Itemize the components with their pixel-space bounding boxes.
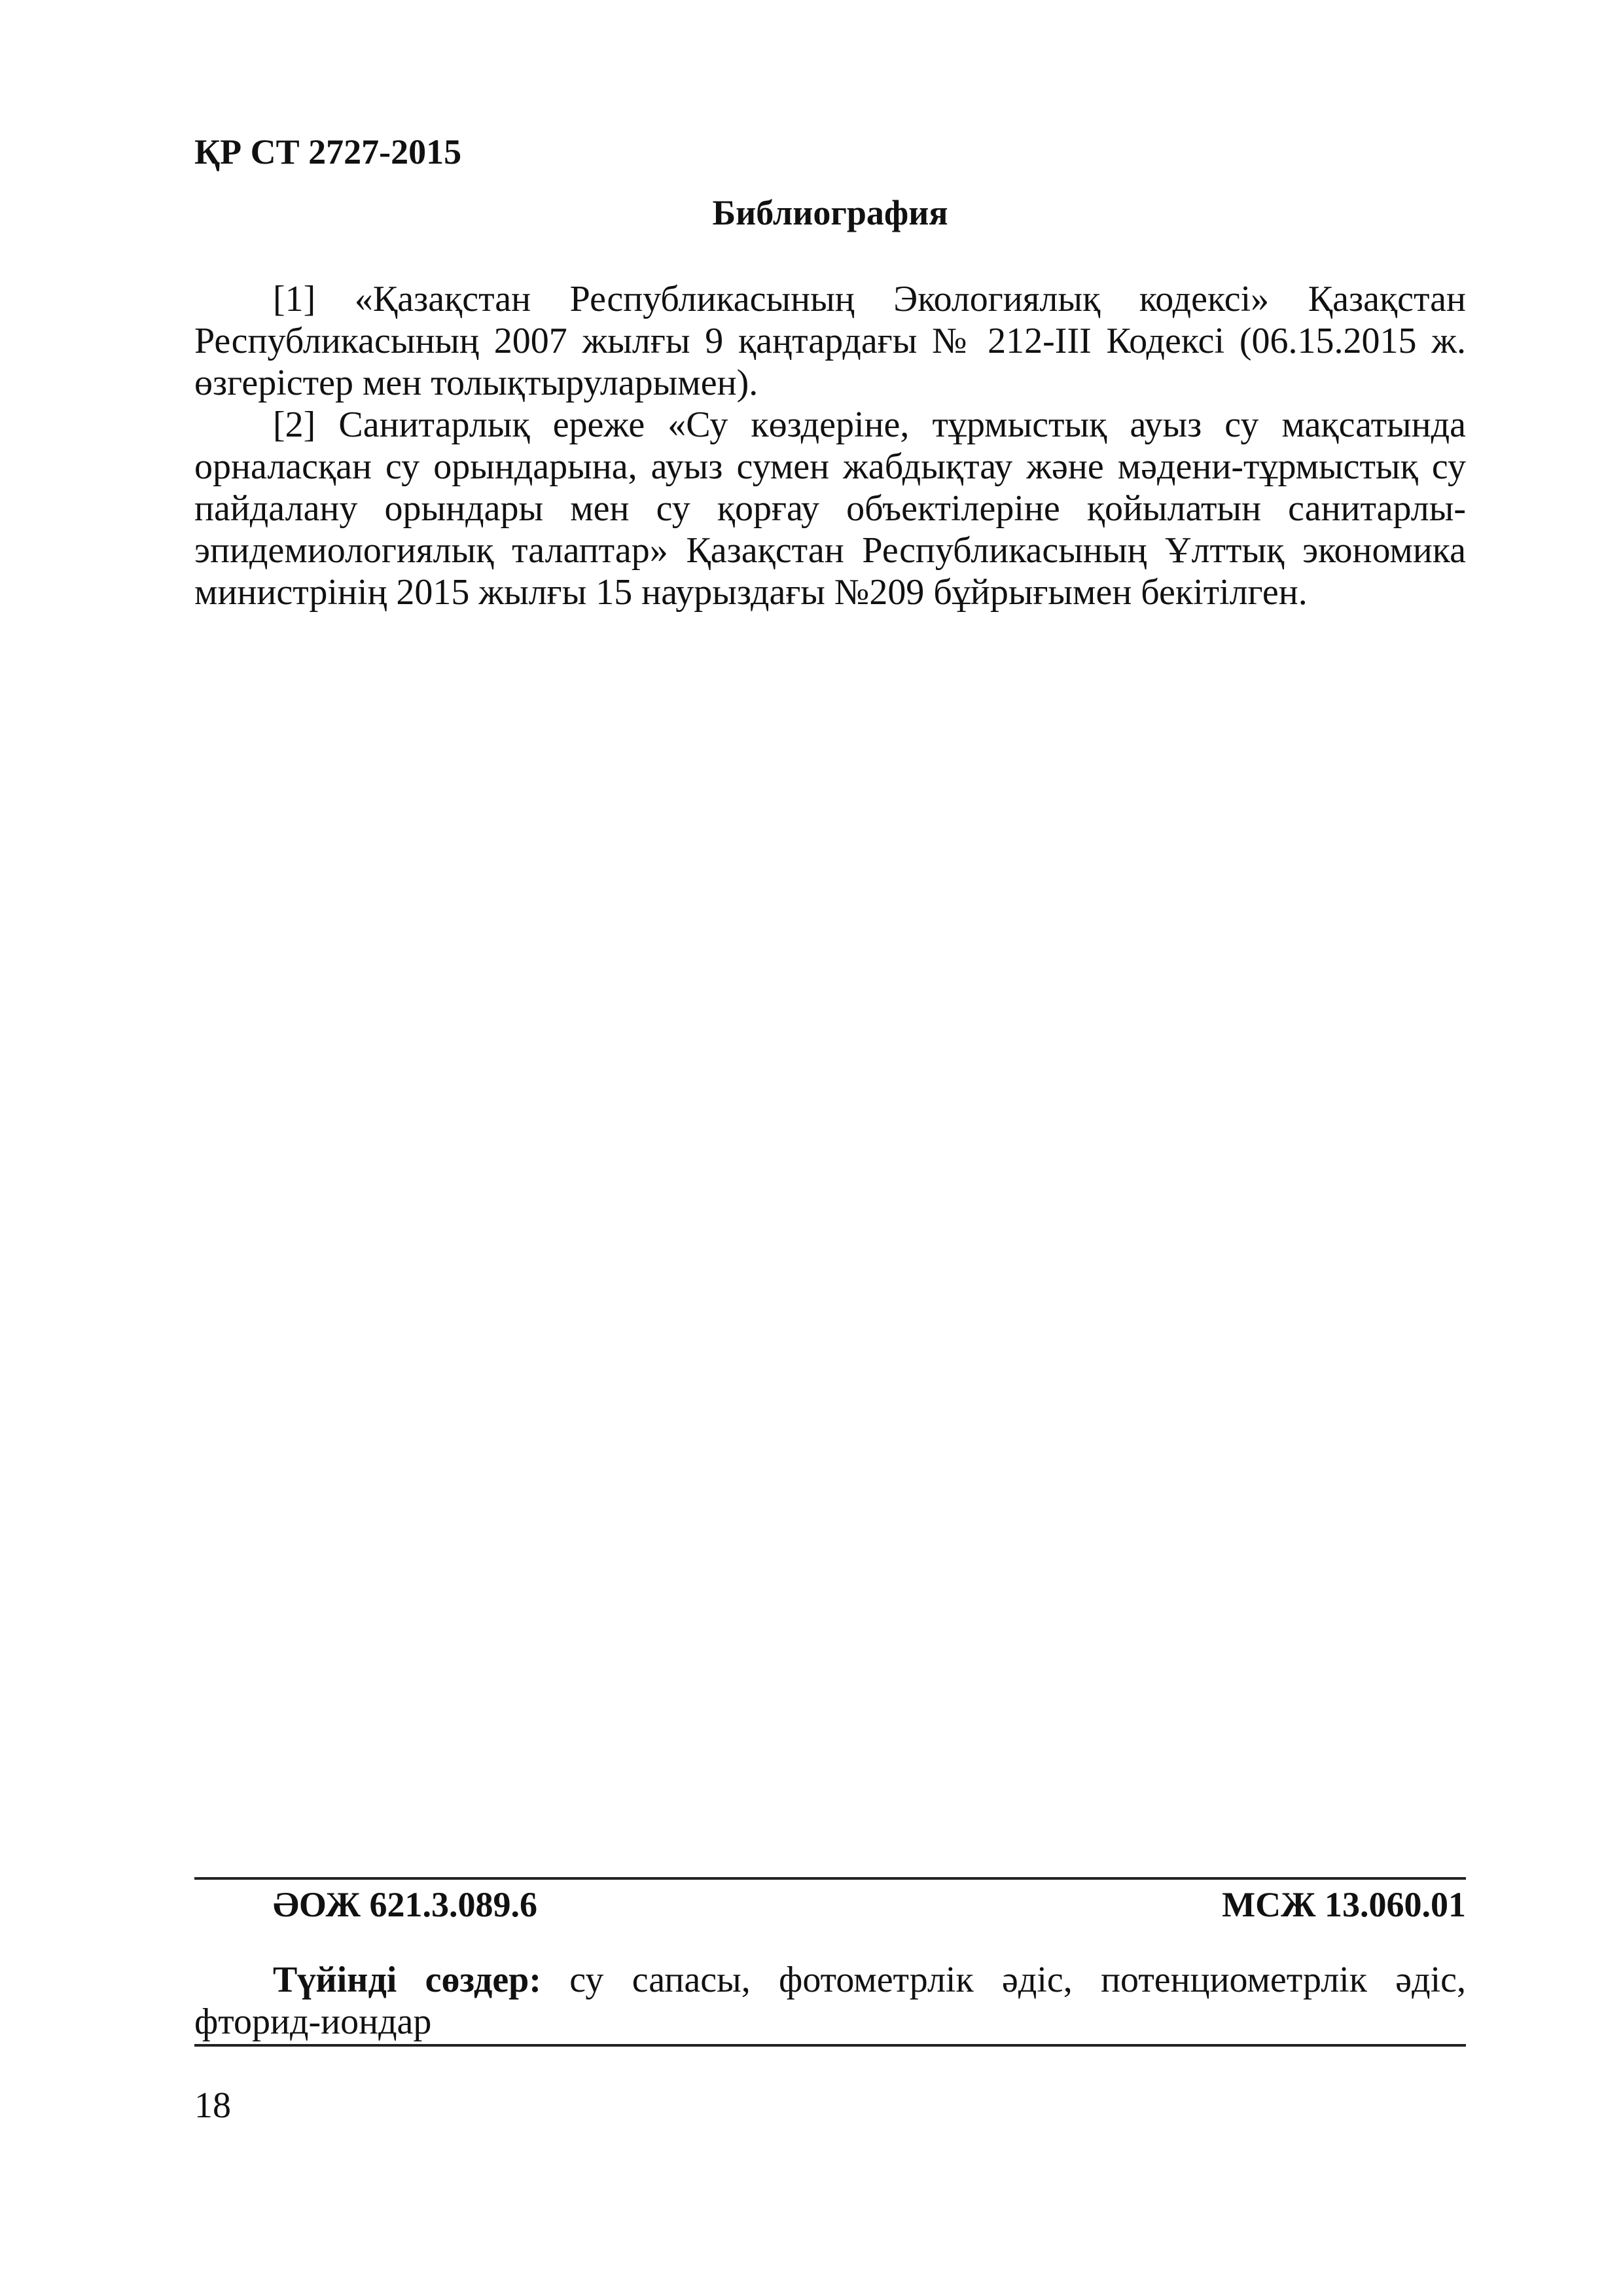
page-number: 18 — [194, 2085, 231, 2126]
keywords-paragraph — [194, 1959, 1466, 2043]
ics-code: МСЖ 13.060.01 — [1222, 1885, 1466, 1924]
keywords-text: су сапасы, фотометрлік әдіс, потенциометрлік әдіс, фторид-иондар — [194, 1960, 1466, 2042]
keywords-label: Түйінді сөздер: — [273, 1960, 541, 2000]
bibliography-entry-1: [1] «Қазақстан Республикасының Экологиялық кодексі» Қазақстан Республикасының 2007 жылғы 9 қаңтардағы № 212-ІІІ Кодексі (06.15.2015 ж. өзгерістер мен толықтыруларымен). — [194, 279, 1466, 403]
top-divider — [194, 1877, 1466, 1880]
bibliography-list — [194, 278, 1466, 613]
bibliography-entry-2: [2] Санитарлық ереже «Су көздеріне, тұрмыстық ауыз су мақсатында орналасқан су орындарына, ауыз сумен жабдықтау және мәдени-тұрмыстық су пайдалану орындары мен су қорғау объектілеріне қойылатын санитарлы-эпидемиологиялық талаптар» Қазақстан Республикасының Ұлттық экономика министрінің 2015 жылғы 15 наурыздағы №209 бұйрығымен бекітілген. — [194, 404, 1466, 613]
udc-code: ӘОЖ 621.3.089.6 — [273, 1885, 537, 1924]
bottom-divider — [194, 2044, 1466, 2047]
bibliography-title: Библиография — [712, 193, 948, 232]
standard-code: ҚР СТ 2727-2015 — [194, 132, 462, 171]
